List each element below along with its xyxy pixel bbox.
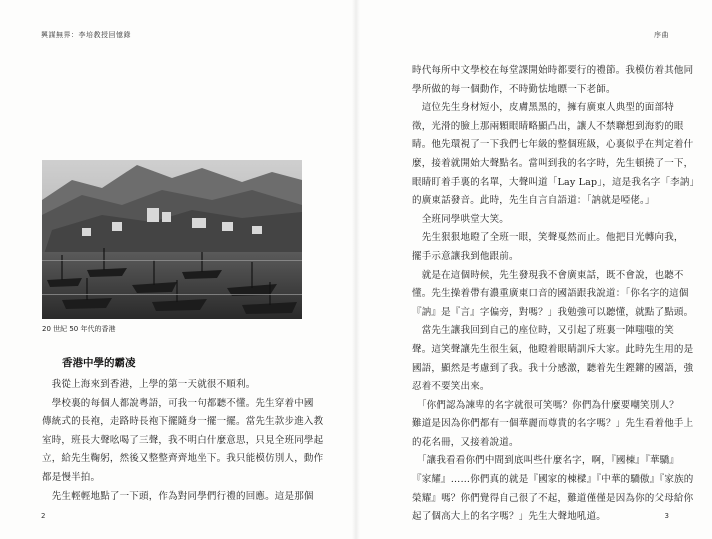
text-line: 「讓我看看你們中間到底叫些什麼名字，啊，『國棟』『華驕』 bbox=[412, 455, 680, 467]
text-line: 眼睛盯着手裏的名單，大聲叫道「Lay Lap」，這是我名字「李訥」 bbox=[412, 176, 700, 188]
left-body-text bbox=[42, 376, 324, 506]
text-line: 麼，接着就開始大聲點名。當叫到我的名字時，先生頓撓了一下， bbox=[412, 157, 694, 169]
text-line: 傳統式的長袍，走路時長袍下擺隨身一擺一擺。當先生款步進入教 bbox=[42, 416, 324, 428]
text-line: 先生狠狠地瞪了全班一眼，笑聲戛然而止。他把目光轉向我， bbox=[412, 232, 684, 244]
text-line: 榮耀』嗎？你們覺得自己很了不起，難道僅僅是因為你的父母給你 bbox=[412, 492, 694, 504]
text-line: 室時，班長大聲吆喝了三聲，我不明白什麼意思，只見全班同學起 bbox=[42, 434, 324, 446]
text-line: 學校裏的每個人都說粵語，可我一句都聽不懂。先生穿着中國 bbox=[42, 397, 314, 409]
page-number: 2 bbox=[41, 512, 46, 520]
running-head: 興謀無界：李培教授回憶錄 bbox=[41, 31, 131, 39]
text-line: 的花名冊，又接着說道。 bbox=[412, 436, 519, 448]
running-head: 序曲 bbox=[654, 31, 669, 39]
text-line: 學所做的每一個動作，不時勤怯地瞟一下老師。 bbox=[412, 83, 616, 95]
page-number: 3 bbox=[664, 512, 669, 520]
text-line: 這位先生身材短小，皮膚黑黑的，擁有廣東人典型的面部特 bbox=[412, 102, 674, 114]
text-line: 睛。他先環視了一下我們七年級的整個班級，心裏似乎在判定着什 bbox=[412, 139, 694, 151]
text-line: 就是在這個時候，先生發現我不會廣東話，既不會說，也聽不 bbox=[412, 269, 684, 281]
text-line: 時代每所中文學校在每堂課開始時都要行的禮節。我模仿着其他同 bbox=[412, 65, 694, 76]
text-line: 擺手示意讓我到他跟前。 bbox=[412, 250, 519, 262]
text-line: 我從上海來到香港，上學的第一天就很不順利。 bbox=[42, 379, 256, 390]
section-heading: 香港中學的霸凌 bbox=[62, 357, 136, 369]
text-line: 徵，光滑的臉上那兩顆眼睛略顯凸出，讓人不禁聯想到海豹的眼 bbox=[412, 120, 684, 132]
text-line: 都是慢半拍。 bbox=[42, 471, 101, 483]
text-line: 「你們認為諫卑的名字就很可笑嗎？你們為什麼要嘲笑別人？ bbox=[412, 399, 679, 411]
text-line: 全班同學哄堂大笑。 bbox=[412, 213, 510, 225]
right-body-text bbox=[412, 62, 700, 527]
text-line: 立，給先生鞠躬，然後又整整齊齊地坐下。我只能模仿別人，動作 bbox=[42, 453, 324, 465]
text-line: 國語，顯然是考慮到了我。我十分感激，聽着先生鏗鏘的國語，強 bbox=[412, 362, 694, 374]
text-line: 懂。先生操着帶有濃重廣東口音的國語跟我說道：「你名字的這個 bbox=[412, 288, 689, 300]
text-line: 當先生讓我回到自己的座位時，又引起了班裏一陣嗤嗤的笑 bbox=[412, 325, 674, 337]
text-line: 聲。這笑聲讓先生很生氣，他瞪着眼睛訓斥大家。此時先生用的是 bbox=[412, 343, 694, 355]
text-line: 『家耀』……你們真的就是『國家的棟樑』『中華的驕傲』『家族的 bbox=[412, 474, 694, 486]
text-line: 起了個高大上的名字嗎？」先生大聲地吼道。 bbox=[412, 511, 607, 523]
historical-photo bbox=[42, 160, 302, 319]
text-line: 『訥』是『言』字偏旁，對嗎？」我勉強可以聽懂，就點了點頭。 bbox=[412, 306, 694, 318]
text-line: 的廣東話發音。此時，先生自言自語道：「訥就是啞佬。」 bbox=[412, 195, 655, 207]
text-line: 先生輕輕地點了一下頭，作為對同學們行禮的回應。這是那個 bbox=[42, 490, 314, 502]
text-line: 忍着不要笑出來。 bbox=[412, 381, 490, 393]
photo-caption: 20 世紀 50 年代的香港 bbox=[42, 325, 116, 333]
text-line: 難道是因為你們都有一個華麗而尊貴的名字嗎？」先生看着他手上 bbox=[412, 418, 694, 430]
